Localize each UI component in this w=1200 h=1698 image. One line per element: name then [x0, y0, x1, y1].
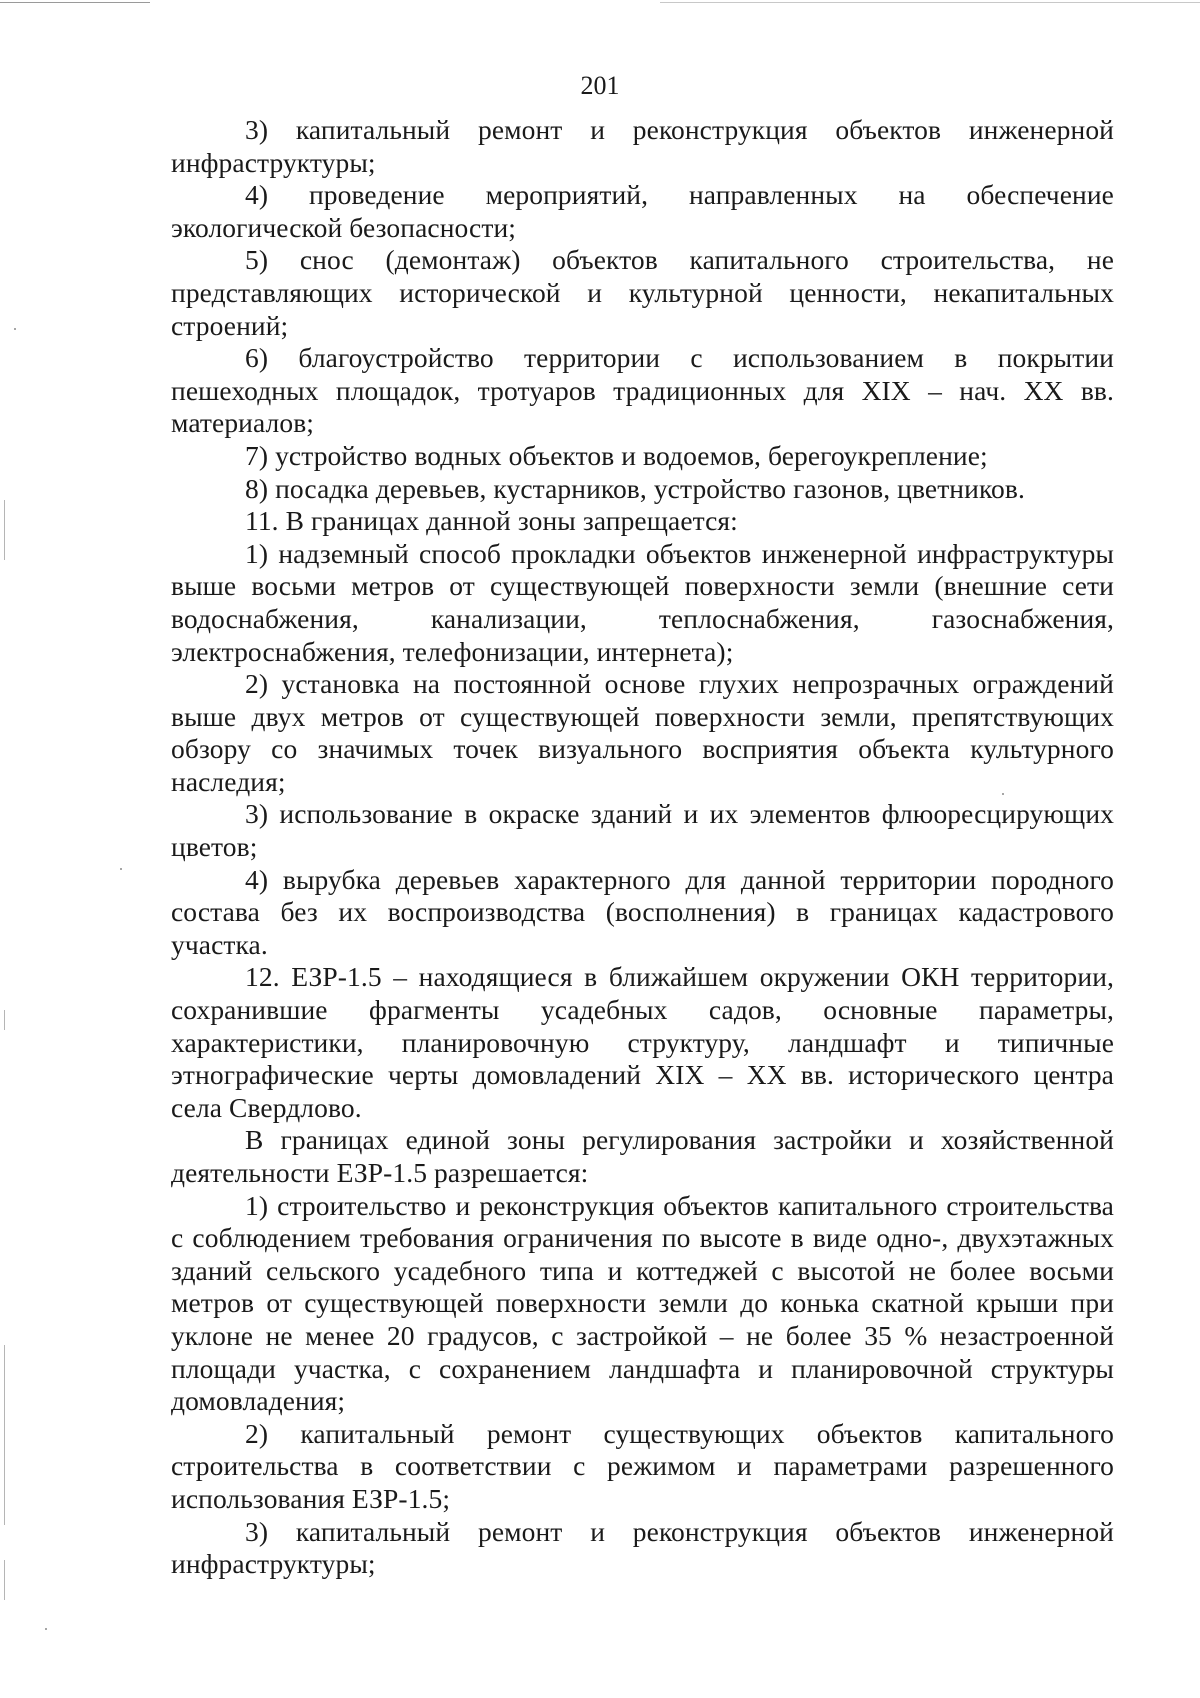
paragraph-item-5-demolition: 5) снос (демонтаж) объектов капитального строительства, не представляющих исторической и культурной ценности, некапитальных строений;: [171, 244, 1114, 341]
paragraph-item-8-planting: 8) посадка деревьев, кустарников, устройство газонов, цветников.: [245, 472, 1025, 504]
section-11-heading: 11. В границах данной зоны запрещается:: [245, 505, 738, 537]
paragraph-item-4-ecology: 4) проведение мероприятий, направленных на обеспечение экологической безопасности;: [171, 179, 1114, 243]
scan-speck: [14, 328, 16, 330]
scan-edge-line-left-2: [4, 1010, 5, 1030]
scan-speck: [120, 868, 122, 870]
scan-edge-line-top: [0, 2, 150, 3]
paragraph-allowed-1-construction: 1) строительство и реконструкция объектов капитального строительства с соблюдением требования ограничения по высоте в виде одно-, двухэтажных зданий сельского усадебного типа и коттеджей с высотой не более восьми метров от существующей поверхности земли до конька скатной крыши при уклоне не менее 20 градусов, с застройкой – не более 35 % незастроенной площади участка, с сохранением ландшафта и планировочной структуры домовладения;: [171, 1189, 1114, 1417]
scan-edge-line-top-right: [660, 2, 1200, 3]
paragraph-prohibited-3-fluorescent: 3) использование в окраске зданий и их элементов флюоресцирующих цветов;: [171, 798, 1114, 863]
paragraph-item-6-landscaping: 6) благоустройство территории с использованием в покрытии пешеходных площадок, тротуаров традиционных для XIX – нач. XX вв. материалов;: [171, 342, 1114, 439]
scan-edge-line-left-1: [4, 500, 5, 560]
page-number: 201: [580, 71, 620, 100]
scan-edge-line-left-4: [4, 1560, 5, 1600]
paragraph-prohibited-2-fences: 2) установка на постоянной основе глухих непрозрачных ограждений выше двух метров от существующей поверхности земли, препятствующих обзору со значимых точек визуального восприятия объекта культурного наследия;: [171, 668, 1114, 797]
document-body: [171, 114, 1114, 1581]
paragraph-item-3-repair-infrastructure: 3) капитальный ремонт и реконструкция объектов инженерной инфраструктуры;: [171, 114, 1114, 178]
scan-edge-line-left-3: [4, 1345, 5, 1525]
paragraph-item-7-water-objects: 7) устройство водных объектов и водоемов, берегоукрепление;: [245, 439, 988, 471]
paragraph-allowed-3-infrastructure: 3) капитальный ремонт и реконструкция объектов инженерной инфраструктуры;: [171, 1515, 1114, 1580]
paragraph-prohibited-1-overground: 1) надземный способ прокладки объектов инженерной инфраструктуры выше восьми метров от существующей поверхности земли (внешние сети водоснабжения, канализации, теплоснабжения, газоснабжения, электроснабжения, телефонизации, интернета);: [171, 537, 1114, 667]
paragraph-allowed-2-repair: 2) капитальный ремонт существующих объектов капитального строительства в соответствии с режимом и параметрами разрешенного использования ЕЗР-1.5;: [171, 1417, 1114, 1514]
scan-speck: [45, 1628, 47, 1630]
section-12-description: 12. ЕЗР-1.5 – находящиеся в ближайшем окружении ОКН территории, сохранившие фрагменты усадебных садов, основные параметры, характеристики, планировочную структуру, ландшафт и типичные этнографические черты домовладений XIX – XX вв. исторического центра села Свердлово.: [171, 961, 1114, 1123]
section-12-allowed-intro: В границах единой зоны регулирования застройки и хозяйственной деятельности ЕЗР-1.5 разрешается:: [171, 1124, 1114, 1188]
paragraph-prohibited-4-tree-felling: 4) вырубка деревьев характерного для данной территории породного состава без их воспроизводства (восполнения) в границах кадастрового участка.: [171, 863, 1114, 960]
